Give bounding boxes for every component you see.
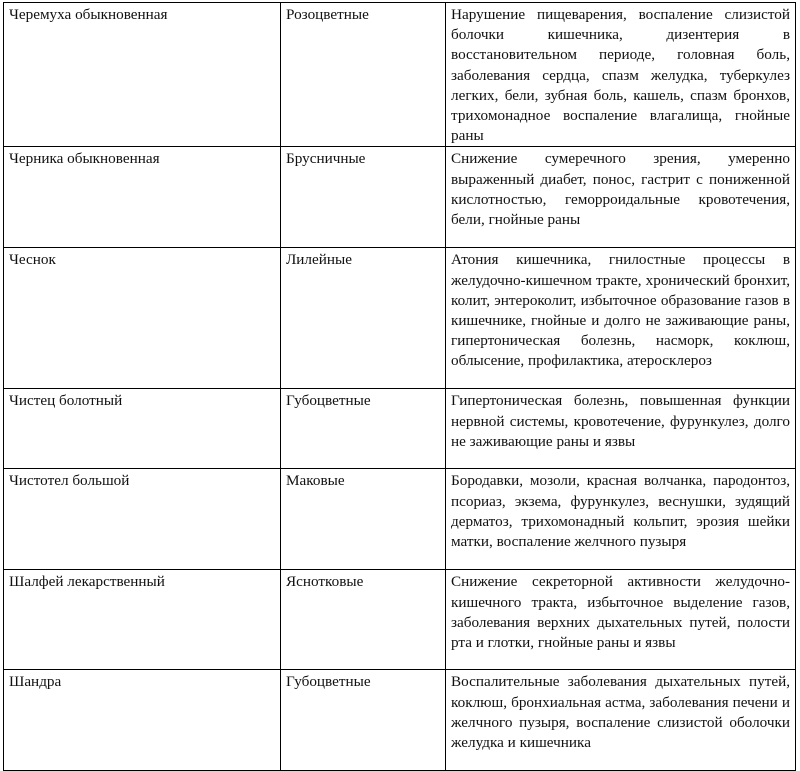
table-row: [4, 389, 796, 469]
plant-name-cell: Черника обыкновенная: [4, 147, 281, 248]
table-row: [4, 670, 796, 771]
plant-family-cell: Лилейные: [281, 248, 446, 389]
plant-name-cell: Черемуха обыкновенная: [4, 3, 281, 147]
plant-family-cell: Маковые: [281, 469, 446, 570]
table-row: [4, 570, 796, 670]
table-row: [4, 147, 796, 248]
plant-name-cell: Чистец болотный: [4, 389, 281, 469]
table-row: [4, 3, 796, 147]
indications-cell: Бородавки, мозоли, красная волчанка, пародонтоз, псориаз, экзема, фурункулез, веснушки, зудящий дерматоз, трихомонадный кольпит, эрозия шейки матки, воспаление желчного пузыря: [446, 469, 796, 570]
indications-cell: Воспалительные заболевания дыхательных путей, коклюш, бронхиальная астма, заболевания печени и желчного пузыря, воспаление слизистой оболочки желудка и кишечника: [446, 670, 796, 771]
indications-cell: Нарушение пищеварения, воспаление слизистой болочки кишечника, дизентерия в восстановительном периоде, головная боль, заболевания сердца, спазм желудка, туберкулез легких, бели, зубная боль, кашель, спазм бронхов, трихомонадное воспаление влагалища, гнойные раны: [446, 3, 796, 147]
indications-cell: Атония кишечника, гнилостные процессы в желудочно-кишечном тракте, хронический бронхит, колит, энтероколит, избыточное образование газов в кишечнике, гнойные и долго не заживающие раны, гипертоническая болезнь, насморк, коклюш, облысение, профилактика, атеросклероз: [446, 248, 796, 389]
plant-family-cell: Губоцветные: [281, 670, 446, 771]
plant-name-cell: Чеснок: [4, 248, 281, 389]
indications-cell: Снижение секреторной активности желудочно-кишечного тракта, избыточное выделение газов, заболевания верхних дыхательных путей, полости рта и глотки, гнойные раны и язвы: [446, 570, 796, 670]
plant-family-cell: Губоцветные: [281, 389, 446, 469]
indications-cell: Гипертоническая болезнь, повышенная функции нервной системы, кровотечение, фурункулез, долго не заживающие раны и язвы: [446, 389, 796, 469]
plant-name-cell: Шандра: [4, 670, 281, 771]
table-row: [4, 248, 796, 389]
table-row: [4, 469, 796, 570]
plant-family-cell: Яснотковые: [281, 570, 446, 670]
indications-cell: Снижение сумеречного зрения, умеренно выраженный диабет, понос, гастрит с пониженной кислотностью, геморроидальные кровотечения, бели, гнойные раны: [446, 147, 796, 248]
plant-name-cell: Чистотел большой: [4, 469, 281, 570]
plant-name-cell: Шалфей лекарственный: [4, 570, 281, 670]
plant-family-cell: Розоцветные: [281, 3, 446, 147]
plant-family-cell: Брусничные: [281, 147, 446, 248]
medicinal-plants-table: [3, 2, 796, 771]
